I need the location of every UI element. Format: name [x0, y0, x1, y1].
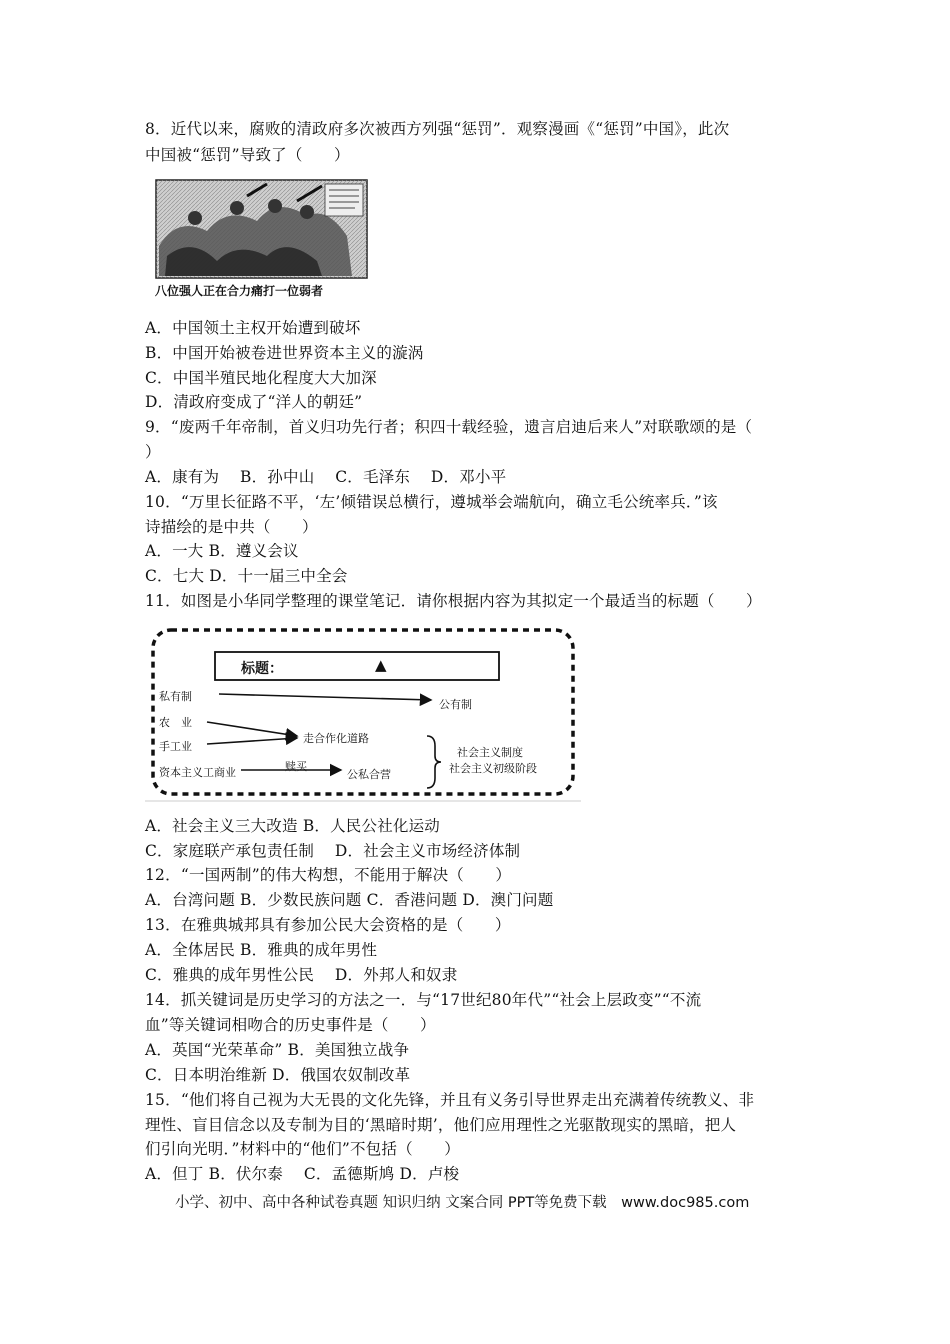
q9-stem-line1: 9．“废两千年帝制，首义归功先行者；积四十载经验，遗言启迪后来人”对联歌颂的是（: [145, 418, 753, 436]
notes-title-label: 标题：: [241, 661, 283, 677]
q13-options-cd: C．雅典的成年男性公民 D．外邦人和奴隶: [145, 966, 458, 984]
q13-options-ab: A．全体居民 B．雅典的成年男性: [145, 941, 378, 959]
notes-agriculture: 农 业: [159, 716, 192, 729]
q8-stem-line1: 8．近代以来，腐败的清政府多次被西方列强“惩罚”．观察漫画《“惩罚”中国》，此次: [145, 120, 730, 138]
q14-stem-line1: 14．抓关键词是历史学习的方法之一．与“17世纪80年代”“社会上层政变”“不流: [145, 991, 702, 1009]
q11-options-ab: A．社会主义三大改造 B．人民公社化运动: [145, 817, 441, 835]
page-footer: 小学、初中、高中各种试卷真题 知识归纳 文案合同 PPT等免费下载 www.doc985.com: [175, 1195, 750, 1211]
q12-options: A．台湾问题 B．少数民族问题 C．香港问题 D．澳门问题: [145, 891, 554, 909]
notes-title-triangle-icon: ▲: [375, 656, 387, 674]
q9-options: A．康有为 B．孙中山 C．毛泽东 D．邓小平: [145, 468, 507, 486]
q15-stem-line1: 15．“他们将自己视为大无畏的文化先锋，并且有义务引导世界走出充满着传统教义、非: [145, 1091, 755, 1109]
notes-cooperative: 走合作化道路: [303, 732, 369, 745]
q10-options-cd: C．七大 D．十一届三中全会: [145, 567, 348, 585]
q15-stem-line2: 理性、盲目信念以及专制为目的‘黑暗时期’，他们应用理性之光驱散现实的黑暗，把人: [145, 1116, 737, 1134]
notes-buyout: 赎买: [285, 760, 307, 773]
q8-option-c: C．中国半殖民地化程度大大加深: [145, 369, 377, 387]
q8-stem-line2: 中国被“惩罚”导致了（ ）: [145, 146, 350, 164]
q14-options-cd: C．日本明治维新 D．俄国农奴制改革: [145, 1066, 411, 1084]
notes-capitalist: 资本主义工商业: [159, 766, 236, 779]
notes-result1: 社会主义制度: [457, 746, 523, 759]
q8-option-d: D．清政府变成了“洋人的朝廷”: [145, 393, 363, 411]
q14-options-ab: A．英国“光荣革命” B．美国独立战争: [145, 1041, 410, 1059]
q12-stem-line1: 12．“一国两制”的伟大构想，不能用于解决（ ）: [145, 866, 512, 884]
notes-private: 私有制: [159, 690, 192, 703]
class-notes-diagram: [145, 624, 581, 804]
q10-stem-line2: 诗描绘的是中共（ ）: [145, 518, 318, 536]
q10-stem-line1: 10．“万里长征路不平，‘左’倾错误总横行，遵城举会端航向，确立毛公统率兵．”该: [145, 493, 718, 511]
q11-options-cd: C．家庭联产承包责任制 D．社会主义市场经济体制: [145, 842, 521, 860]
notes-result2: 社会主义初级阶段: [449, 762, 537, 775]
q9-stem-line2: ）: [145, 443, 161, 461]
notes-public: 公有制: [439, 698, 472, 711]
cartoon-image: [147, 176, 369, 304]
q8-option-a: A．中国领土主权开始遭到破坏: [145, 319, 361, 337]
q14-stem-line2: 血”等关键词相吻合的历史事件是（ ）: [145, 1016, 436, 1034]
notes-handicraft: 手工业: [159, 740, 192, 753]
q11-stem-line1: 11．如图是小华同学整理的课堂笔记．请你根据内容为其拟定一个最适当的标题（ ）: [145, 592, 762, 610]
notes-joint: 公私合营: [347, 768, 391, 781]
cartoon-caption: 八位强人正在合力痛打一位弱者: [155, 284, 324, 298]
q10-options-ab: A．一大 B．遵义会议: [145, 542, 299, 560]
q13-stem-line1: 13．在雅典城邦具有参加公民大会资格的是（ ）: [145, 916, 511, 934]
q15-stem-line3: 们引向光明．”材料中的“他们”不包括（ ）: [145, 1140, 460, 1158]
q8-option-b: B．中国开始被卷进世界资本主义的漩涡: [145, 344, 424, 362]
q15-options: A．但丁 B．伏尔泰 C．孟德斯鸠 D．卢梭: [145, 1165, 460, 1183]
